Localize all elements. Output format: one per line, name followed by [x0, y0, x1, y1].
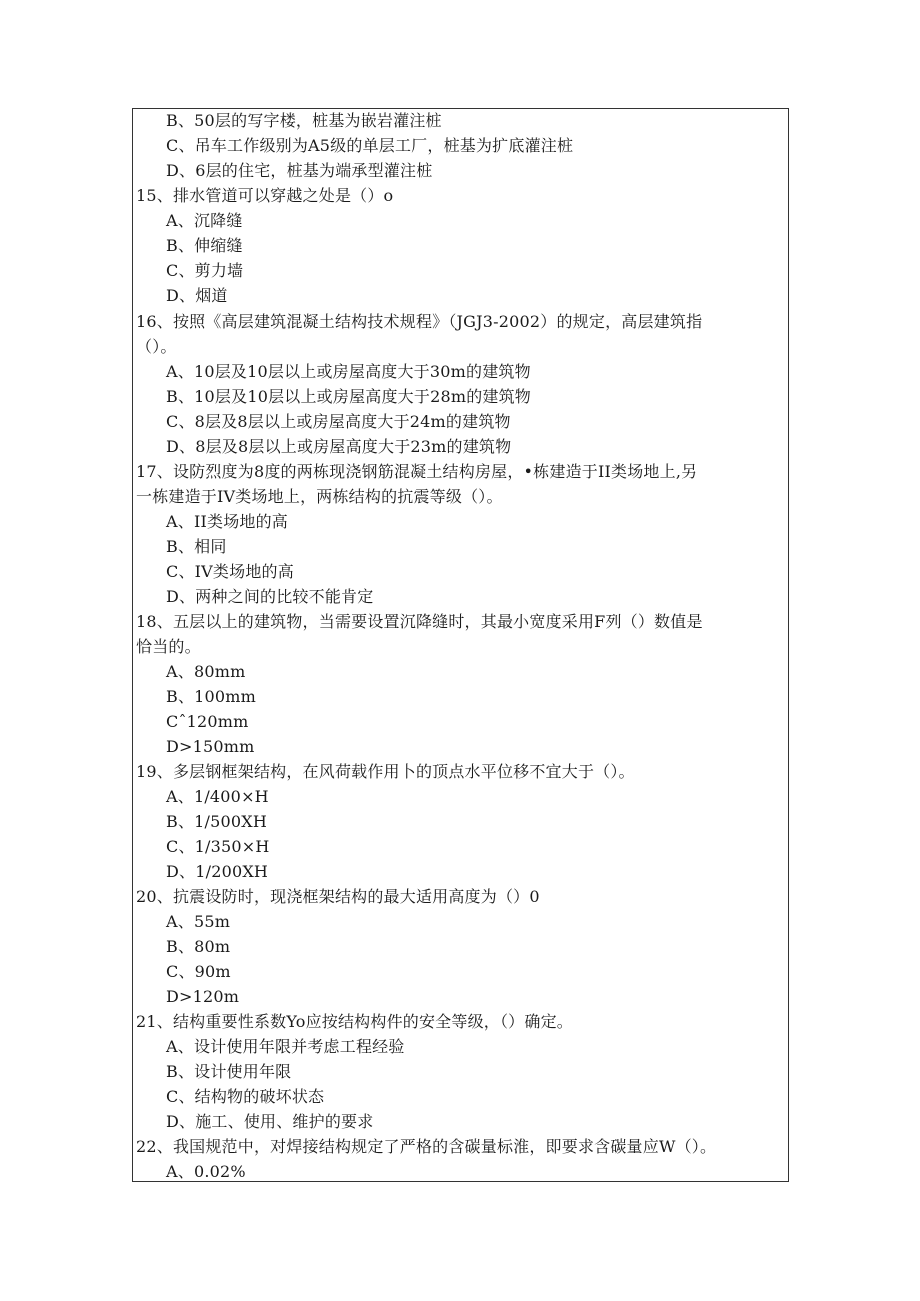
option-line: D、1/200XH	[166, 862, 269, 881]
question-line: 20、抗震设防时，现浇框架结构的最大适用高度为（）0	[136, 887, 540, 906]
question-line: 15、排水管道可以穿越之处是（）o	[136, 186, 394, 205]
option-line: A、55m	[166, 912, 231, 931]
option-line: D、烟道	[166, 286, 228, 305]
option-line: A、0.02%	[166, 1162, 246, 1181]
option-line: A、II类场地的高	[166, 512, 288, 531]
option-line: D>150mm	[166, 737, 255, 756]
option-line: D、8层及8层以上或房屋高度大于23m的建筑物	[166, 437, 512, 456]
question-continuation: （）。	[136, 337, 177, 356]
question-line: 19、多层钢框架结构，在风荷载作用卜的顶点水平位移不宜大于（）。	[136, 762, 635, 781]
option-line: B、伸缩缝	[166, 236, 243, 255]
option-line: C、剪力墙	[166, 261, 244, 280]
question-line: 17、设防烈度为8度的两栋现浇钢筋混凝土结构房屋，•栋建造于II类场地上,另	[136, 462, 698, 481]
option-line: B、设计使用年限	[166, 1062, 292, 1081]
option-line: C、结构物的破坏状态	[166, 1087, 325, 1106]
question-line: 18、五层以上的建筑物，当需要设置沉降缝时，其最小宽度采用F列（）数值是	[136, 612, 703, 631]
option-line: D>120m	[166, 987, 240, 1006]
option-line: A、沉降缝	[166, 211, 243, 230]
option-line: B、80m	[166, 937, 231, 956]
option-line: B、100mm	[166, 687, 257, 706]
option-line: D、两种之间的比较不能肯定	[166, 587, 374, 606]
option-line: A、1/400×H	[166, 787, 269, 806]
question-line: 21、结构重要性系数Yo应按结构构件的安全等级，（）确定。	[136, 1012, 573, 1031]
option-line: C、90m	[166, 962, 231, 981]
option-line: C、1/350×H	[166, 837, 270, 856]
question-line: 22、我国规范中，对焊接结构规定了严格的含碳量标淮，即要求含碳量应W（）。	[136, 1137, 717, 1156]
option-line: B、相同	[166, 537, 227, 556]
option-line: D、施工、使用、维护的要求	[166, 1112, 374, 1131]
option-line: A、设计使用年限并考虑工程经验	[166, 1037, 405, 1056]
option-line: C、IV类场地的高	[166, 562, 294, 581]
question-continuation: 一栋建造于IV类场地上，两栋结构的抗震等级（）。	[136, 487, 503, 506]
option-line: B、1/500XH	[166, 812, 268, 831]
option-line: D、6层的住宅，桩基为端承型灌注桩	[166, 161, 433, 180]
question-continuation: 恰当的。	[136, 637, 201, 656]
option-line: Cˆ120mm	[166, 712, 249, 731]
option-line: A、10层及10层以上或房屋高度大于30m的建筑物	[166, 362, 531, 381]
option-line: C、8层及8层以上或房屋高度大于24m的建筑物	[166, 412, 511, 431]
question-line: 16、按照《高层建筑混凝土结构技术规程》（JGJ3-2002）的规定，高层建筑指	[136, 312, 703, 331]
option-line: B、10层及10层以上或房屋高度大于28m的建筑物	[166, 387, 532, 406]
option-line: A、80mm	[166, 662, 246, 681]
option-line: C、吊车工作级别为A5级的单层工厂，桩基为扩底灌注桩	[166, 136, 574, 155]
option-line: B、50层的写字楼，桩基为嵌岩灌注桩	[166, 111, 442, 130]
